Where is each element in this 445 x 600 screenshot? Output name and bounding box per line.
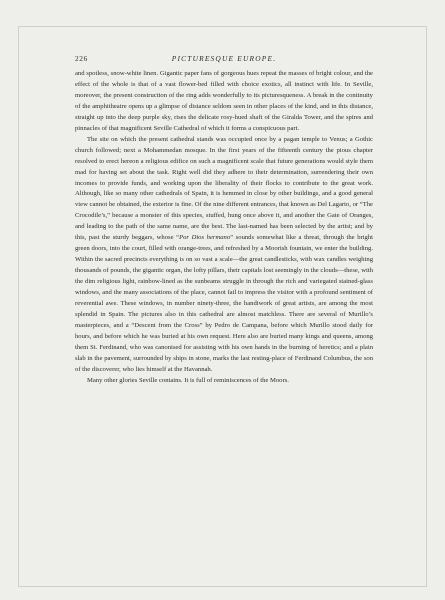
body-text <box>75 69 373 387</box>
running-title: PICTURESQUE EUROPE. <box>171 54 277 63</box>
paragraph-2-part-b: ” sounds somewhat like a threat, through the bright green doors, into the court, filled with orange-trees, and refreshed by a Moorish fountain, we enter the building. Within the sacred precincts everything is on so vast a scale—the great candlesticks, with wax candles weighing thousands of pounds, the gigantic organ, the lofty pillars, their capitals lost seemingly in the clouds—these, with the dim religious light, rainbow-lined as the sunbeams struggle in through the rich and variegated stained-glass windows, and the many associations of the place, cannot fail to impress the visitor with a profound sentiment of reverential awe. These windows, in number ninety-three, the handiwork of great artists, are among the most splendid in Spain. The pictures also in this cathedral are almost matchless. There are several of Murillo’s masterpieces, and a “Descent from the Cross” by Pedro de Campana, before which Murillo stood daily for hours, and before which he was buried at his own request. Here also are buried many kings and queens, among them St. Ferdinand, who was canonised for assisting with his own hands in the burning of heretics; and a plain slab in the pavement, surrounded by ships in stone, marks the last resting-place of Ferdinand Columbus, the son of the discoverer, who lies himself at the Havannah. <box>75 234 373 373</box>
paragraph-1: and spotless, snow-white linen. Gigantic paper fans of gorgeous hues repeat the masses of bright colour, and the effect of the whole is that of a vast flower-bed filled with choice exotics, all instinct with life. In Seville, moreover, the present construction of the ring adds wonderfully to its picturesqueness. A break in the continuity of the amphitheatre opens up a glimpse of distance seldom seen in other places of the kind, and in this distance, straight up into the deep purple sky, rises the delicate rosy-hued shaft of the Giralda Tower, and the spires and pinnacles of that magnificent Seville Cathedral of which it forms a conspicuous part. <box>75 70 373 132</box>
paragraph-3: Many other glories Seville contains. It is full of reminiscences of the Moors. <box>87 376 289 384</box>
page-number: 226 <box>75 54 88 63</box>
paragraph-2-italic-phrase: Por Dios hermano <box>179 234 231 242</box>
running-head <box>75 54 373 65</box>
book-page <box>75 54 373 387</box>
paragraph-2 <box>75 135 373 376</box>
paragraph-2-part-a: The site on which the present cathedral stands was occupied once by a pagan temple to Venus; a Gothic church followed; next a Mohammedan mosque. In the first years of the fifteenth century the pious chapter resolved to erect hereon a religious edifice on such a magnificent scale that future generations would style them mad for having set about the task. Right well did they adhere to their determination, surrendering their own incomes to provide funds, and working upon the liberality of their flocks to contribute to the great work. Although, like so many other cathedrals of Spain, it is hemmed in close by other buildings, and a good general view cannot be obtained, the exterior is fine. Of the nine different entrances, that known as Del Lagarto, or “The Crocodile’s,” because a monster of this species, stuffed, hung once above it, and another the Gate of Oranges, and leading to the path of the same name, are the best. The last-named has been selected by the artist; and by this, past the sturdy beggars, whose “ <box>75 135 373 242</box>
